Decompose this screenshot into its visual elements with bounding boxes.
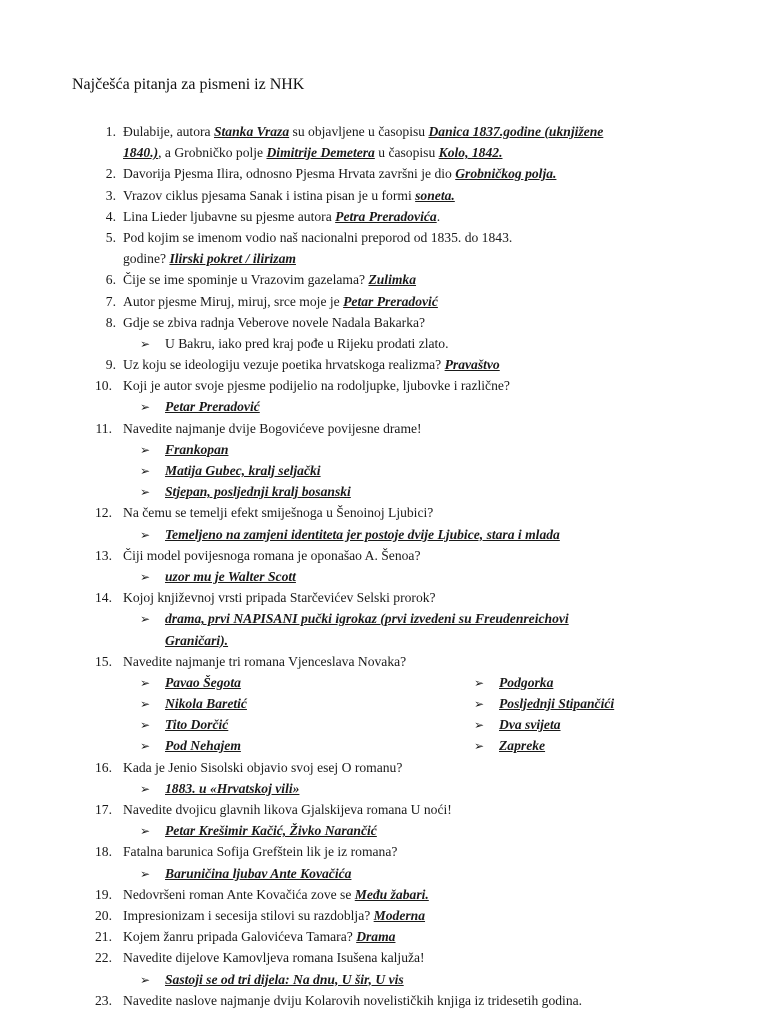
page-title: Najčešća pitanja za pismeni iz NHK bbox=[72, 76, 305, 93]
question-6: 6. Čije se ime spominje u Vrazovim gazelama? Zulimka bbox=[72, 269, 692, 290]
answer: Drama bbox=[356, 929, 396, 945]
answer: Ilirski pokret / ilirizam bbox=[169, 251, 296, 267]
answer-bullet bbox=[72, 863, 692, 884]
question-number: 23. bbox=[95, 992, 112, 1008]
answer-bullet-pair bbox=[72, 714, 692, 735]
question-9: 9. Uz koju se ideologiju vezuje poetika hrvatskoga realizma? Pravaštvo bbox=[72, 354, 692, 375]
question-number: 12. bbox=[95, 505, 112, 521]
arrow-bullet-icon: ➢ bbox=[140, 718, 151, 733]
answer-bullet bbox=[72, 439, 692, 460]
answer: Stanka Vraza bbox=[213, 124, 290, 139]
answer: soneta. bbox=[415, 187, 455, 203]
answer: Kolo, 1842. bbox=[438, 145, 503, 161]
question-1: 1. Đulabije, autora Stanka Vraza su objavljene u časopisu Danica 1837.godine (uknjižene bbox=[72, 121, 692, 142]
answer: Pravaštvo bbox=[444, 357, 500, 373]
question-number: 17. bbox=[95, 802, 112, 817]
answer-bullet bbox=[72, 969, 692, 990]
answer-bullet-pair bbox=[72, 693, 692, 714]
question-1-continued: 1840.), a Grobničko polje Dimitrije Demetera u časopisu Kolo, 1842. bbox=[123, 145, 503, 161]
arrow-bullet-icon: ➢ bbox=[474, 739, 485, 754]
question-number: 7. bbox=[105, 293, 116, 309]
answer: Dva svijeta bbox=[499, 717, 561, 733]
answer-bullet: ➢ U Bakru, iako pred kraj pođe u Rijeku prodati zlato. bbox=[72, 333, 692, 354]
answer: 1883. u «Hrvatskoj vili» bbox=[165, 780, 300, 796]
answer: Petar Krešimir Kačić, Živko Narančić bbox=[165, 823, 377, 839]
question-17: 17. Navedite dvojicu glavnih likova Gjalskijeva romana U noći! bbox=[72, 799, 692, 820]
arrow-bullet-icon: ➢ bbox=[140, 442, 151, 457]
arrow-bullet-icon: ➢ bbox=[140, 569, 151, 584]
arrow-bullet-icon: ➢ bbox=[474, 697, 485, 712]
answer: Danica 1837.godine (uknjižene bbox=[428, 124, 604, 139]
question-number: 4. bbox=[105, 208, 116, 224]
arrow-bullet-icon: ➢ bbox=[474, 718, 485, 733]
question-number: 3. bbox=[105, 187, 116, 203]
answer: Grobničkog polja. bbox=[455, 166, 557, 182]
answer: uzor mu je Walter Scott bbox=[165, 568, 296, 584]
question-19: 19. Nedovršeni roman Ante Kovačića zove se Među žabari. bbox=[72, 884, 692, 905]
question-22: 22. Navedite dijelove Kamovljeva romana Isušena kaljuža! bbox=[72, 947, 692, 968]
answer: Dimitrije Demetera bbox=[266, 145, 375, 161]
question-12: 12. Na čemu se temelji efekt smiješnoga u Šenoinoj Ljubici? bbox=[72, 502, 692, 523]
answer: drama, prvi NAPISANI pučki igrokaz (prvi izvedeni su Freudenreichovi bbox=[165, 611, 569, 627]
answer-bullet bbox=[72, 481, 692, 502]
answer: Zulimka bbox=[368, 272, 417, 288]
question-number: 13. bbox=[95, 547, 112, 563]
answer: Stjepan, posljednji kralj bosanski bbox=[165, 484, 351, 500]
answer: Baruničina ljubav Ante Kovačića bbox=[165, 865, 352, 881]
arrow-bullet-icon: ➢ bbox=[140, 739, 151, 754]
answer: Frankopan bbox=[165, 441, 229, 457]
answer-bullet bbox=[72, 820, 692, 841]
answer: Pod Nehajem bbox=[165, 738, 241, 754]
answer-bullet bbox=[72, 778, 692, 799]
arrow-bullet-icon: ➢ bbox=[140, 824, 151, 839]
question-16: 16. Kada je Jenio Sisolski objavio svoj esej O romanu? bbox=[72, 757, 692, 778]
answer: Moderna bbox=[373, 907, 426, 923]
question-number: 11. bbox=[95, 420, 112, 436]
answer: 1840.) bbox=[123, 145, 159, 161]
arrow-bullet-icon: ➢ bbox=[140, 972, 151, 987]
question-11: 11. Navedite najmanje dvije Bogovićeve povijesne drame! bbox=[72, 418, 692, 439]
question-number: 2. bbox=[105, 166, 116, 182]
question-number: 10. bbox=[95, 378, 112, 394]
answer-bullet-continued bbox=[72, 630, 692, 651]
answer: Posljednji Stipančići bbox=[499, 696, 615, 712]
question-20: 20. Impresionizam i secesija stilovi su razdoblja? Moderna bbox=[72, 905, 692, 926]
answer: Petar Preradović bbox=[343, 293, 438, 309]
arrow-bullet-icon: ➢ bbox=[140, 781, 151, 796]
answer: Graničari). bbox=[165, 632, 229, 648]
question-21: 21. Kojem žanru pripada Galovićeva Tamara? Drama bbox=[72, 926, 692, 947]
answer-bullet bbox=[72, 608, 692, 629]
question-5: 5. Pod kojim se imenom vodio naš nacionalni preporod od 1835. do 1843. bbox=[72, 227, 692, 248]
answer-bullet bbox=[72, 524, 692, 545]
question-10: 10. Koji je autor svoje pjesme podijelio na rodoljupke, ljubovke i različne? bbox=[72, 375, 692, 396]
arrow-bullet-icon: ➢ bbox=[140, 527, 151, 542]
answer: Nikola Baretić bbox=[165, 696, 247, 712]
question-number: 18. bbox=[95, 844, 112, 860]
question-number: 5. bbox=[105, 229, 116, 245]
question-3: 3. Vrazov ciklus pjesama Sanak i istina pisan je u formi soneta. bbox=[72, 185, 692, 206]
question-8: 8. Gdje se zbiva radnja Veberove novele Nadala Bakarka? bbox=[72, 312, 692, 333]
question-7: 7. Autor pjesme Miruj, miruj, srce moje je Petar Preradović bbox=[72, 291, 692, 312]
question-number: 20. bbox=[95, 907, 112, 923]
answer: Pavao Šegota bbox=[165, 674, 241, 690]
question-number: 22. bbox=[95, 950, 112, 966]
question-number: 9. bbox=[105, 357, 116, 373]
arrow-bullet-icon: ➢ bbox=[140, 866, 151, 881]
answer-bullet bbox=[72, 460, 692, 481]
question-number: 6. bbox=[105, 272, 116, 288]
question-number: 1. bbox=[105, 124, 116, 139]
question-number: 15. bbox=[95, 653, 112, 669]
question-13: 13. Čiji model povijesnoga romana je oponašao A. Šenoa? bbox=[72, 545, 692, 566]
arrow-bullet-icon: ➢ bbox=[140, 336, 151, 351]
answer: Podgorka bbox=[499, 674, 554, 690]
answer: Zapreke bbox=[499, 738, 546, 754]
arrow-bullet-icon: ➢ bbox=[140, 675, 151, 690]
question-number: 8. bbox=[105, 314, 116, 330]
question-14: 14. Kojoj književnoj vrsti pripada Starčevićev Selski prorok? bbox=[72, 587, 692, 608]
question-number: 19. bbox=[95, 886, 112, 902]
question-list bbox=[72, 121, 692, 1011]
arrow-bullet-icon: ➢ bbox=[140, 612, 151, 627]
answer-bullet bbox=[72, 566, 692, 587]
answer-bullet-pair bbox=[72, 735, 692, 756]
question-number: 14. bbox=[95, 590, 112, 606]
arrow-bullet-icon: ➢ bbox=[140, 485, 151, 500]
answer: Petra Preradovića bbox=[335, 208, 437, 224]
question-5-continued: godine? Ilirski pokret / ilirizam bbox=[123, 251, 296, 267]
answer-bullet bbox=[72, 396, 692, 417]
question-2: 2. Davorija Pjesma Ilira, odnosno Pjesma Hrvata završni je dio Grobničkog polja. bbox=[72, 163, 692, 184]
question-23: 23. Navedite naslove najmanje dviju Kolarovih novelističkih knjiga iz tridesetih godina. bbox=[72, 990, 692, 1011]
answer: Tito Dorčić bbox=[165, 717, 229, 733]
arrow-bullet-icon: ➢ bbox=[140, 400, 151, 415]
question-number: 16. bbox=[95, 759, 112, 775]
arrow-bullet-icon: ➢ bbox=[140, 697, 151, 712]
answer: Petar Preradović bbox=[165, 399, 260, 415]
answer: Sastoji se od tri dijela: Na dnu, U šir, U vis bbox=[165, 971, 404, 987]
answer-bullet-pair bbox=[72, 672, 692, 693]
answer: Matija Gubec, kralj seljački bbox=[165, 463, 321, 478]
question-number: 21. bbox=[95, 929, 112, 945]
arrow-bullet-icon: ➢ bbox=[474, 675, 485, 690]
question-15: 15. Navedite najmanje tri romana Vjenceslava Novaka? bbox=[72, 651, 692, 672]
arrow-bullet-icon: ➢ bbox=[140, 464, 151, 478]
question-18: 18. Fatalna barunica Sofija Grefštein lik je iz romana? bbox=[72, 841, 692, 862]
answer: Temeljeno na zamjeni identiteta jer postoje dvije Ljubice, stara i mlada bbox=[165, 526, 560, 542]
answer: Među žabari. bbox=[354, 886, 429, 902]
question-4: 4. Lina Lieder ljubavne su pjesme autora Petra Preradovića. bbox=[72, 206, 692, 227]
